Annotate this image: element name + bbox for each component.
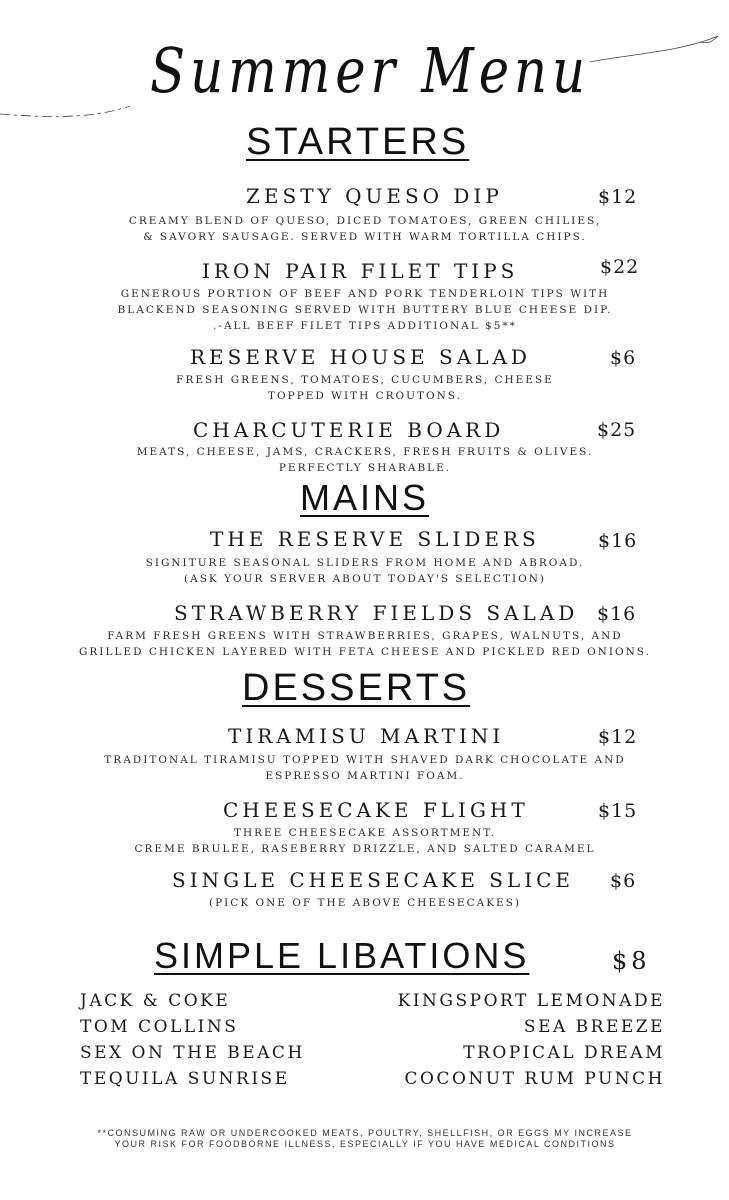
price-charcuterie-board: $25 [597,419,637,441]
item-tiramisu-martini: TIRAMISU MARTINI [228,724,505,748]
item-reserve-sliders: THE RESERVE SLIDERS [210,527,540,551]
food-safety-disclaimer [20,1128,710,1150]
desc-line: (ASK YOUR SERVER ABOUT TODAY'S SELECTION) [184,573,546,585]
disclaimer-line: **CONSUMING RAW OR UNDERCOOKED MEATS, POULTRY, SHELLFISH, OR EGGS MY INCREASE [97,1128,633,1138]
desc-line: THREE CHEESECAKE ASSORTMENT. [233,827,497,839]
desc-line: .-ALL BEEF FILET TIPS ADDITIONAL $5** [213,320,517,332]
desc-line: (PICK ONE OF THE ABOVE CHEESECAKES) [208,897,521,909]
item-iron-pair-filet-tips: IRON PAIR FILET TIPS [202,259,519,283]
desc-line: GENEROUS PORTION OF BEEF AND PORK TENDERLOIN TIPS WITH [120,288,610,300]
desc-charcuterie-board [40,444,690,476]
drink-item: TEQUILA SUNRISE [80,1069,290,1089]
price-single-cheesecake-slice: $6 [610,870,637,892]
libations-right-list [398,991,665,1095]
desc-line: TOPPED WITH CROUTONS. [268,390,462,402]
starters-heading: STARTERS [246,121,470,163]
price-cheesecake-flight: $15 [598,800,638,822]
right-flourish [590,36,718,62]
drink-item: SEA BREEZE [523,1017,665,1037]
desc-cheesecake-flight [30,825,700,857]
menu-title-text: Summer Menu [150,34,590,107]
item-reserve-house-salad: RESERVE HOUSE SALAD [190,345,531,369]
item-single-cheesecake-slice: SINGLE CHEESECAKE SLICE [172,868,574,892]
drink-item: JACK & COKE [80,991,231,1011]
desc-line: GRILLED CHICKEN LAYERED WITH FETA CHEESE AND PICKLED RED ONIONS. [79,646,651,658]
desserts-heading: DESSERTS [242,667,471,709]
left-flourish [0,106,130,117]
desc-single-cheesecake-slice [30,895,700,911]
desc-line: CREAMY BLEND OF QUESO, DICED TOMATOES, GREEN CHILIES, [128,215,602,227]
menu-title [0,0,729,125]
libations-left-list [80,991,305,1095]
drink-item: TROPICAL DREAM [463,1043,665,1063]
desc-line: & SAVORY SAUSAGE. SERVED WITH WARM TORTILLA CHIPS. [143,231,587,243]
drink-item: SEX ON THE BEACH [80,1043,305,1063]
item-strawberry-fields-salad: STRAWBERRY FIELDS SALAD [174,601,579,625]
item-charcuterie-board: CHARCUTERIE BOARD [193,418,505,442]
desc-line: FARM FRESH GREENS WITH STRAWBERRIES, GRAPES, WALNUTS, AND [107,630,623,642]
desc-line: MEATS, CHEESE, JAMS, CRACKERS, FRESH FRUITS & OLIVES. [136,446,594,458]
desc-line: ESPRESSO MARTINI FOAM. [265,770,465,782]
price-reserve-sliders: $16 [598,530,638,552]
disclaimer-line: YOUR RISK FOR FOODBORNE ILLNESS, ESPECIALLY IF YOU HAVE MEDICAL CONDITIONS [114,1139,616,1149]
price-tiramisu-martini: $12 [598,726,638,748]
price-reserve-house-salad: $6 [610,347,637,369]
desc-zesty-queso-dip [40,213,690,245]
desc-iron-pair-filet-tips [40,286,690,334]
price-zesty-queso-dip: $12 [598,186,638,208]
drink-item: TOM COLLINS [80,1017,239,1037]
mains-heading: MAINS [300,477,430,518]
price-strawberry-fields-salad: $16 [597,603,637,625]
item-zesty-queso-dip: ZESTY QUESO DIP [246,184,503,208]
drink-item: COCONUT RUM PUNCH [404,1069,665,1089]
desc-tiramisu-martini [30,752,700,784]
price-iron-pair-filet-tips: $22 [600,256,640,278]
drink-item: KINGSPORT LEMONADE [397,991,665,1011]
desc-line: CREME BRULEE, RASEBERRY DRIZZLE, AND SALTED CARAMEL [134,843,596,855]
desc-line: PERFECTLY SHARABLE. [278,462,452,474]
desc-strawberry-fields-salad [30,628,700,660]
desc-reserve-sliders [40,555,690,587]
desc-line: BLACKEND SEASONING SERVED WITH BUTTERY BLUE CHEESE DIP. [117,304,613,316]
desc-line: FRESH GREENS, TOMATOES, CUCUMBERS, CHEESE [176,374,554,386]
desc-reserve-house-salad [40,372,690,404]
desc-line: SIGNITURE SEASONAL SLIDERS FROM HOME AND ABROAD. [145,557,585,569]
libations-heading: SIMPLE LIBATIONS [154,935,530,976]
libations-price: $8 [612,947,651,975]
item-cheesecake-flight: CHEESECAKE FLIGHT [223,798,529,822]
desc-line: TRADITONAL TIRAMISU TOPPED WITH SHAVED DARK CHOCOLATE AND [104,754,626,766]
